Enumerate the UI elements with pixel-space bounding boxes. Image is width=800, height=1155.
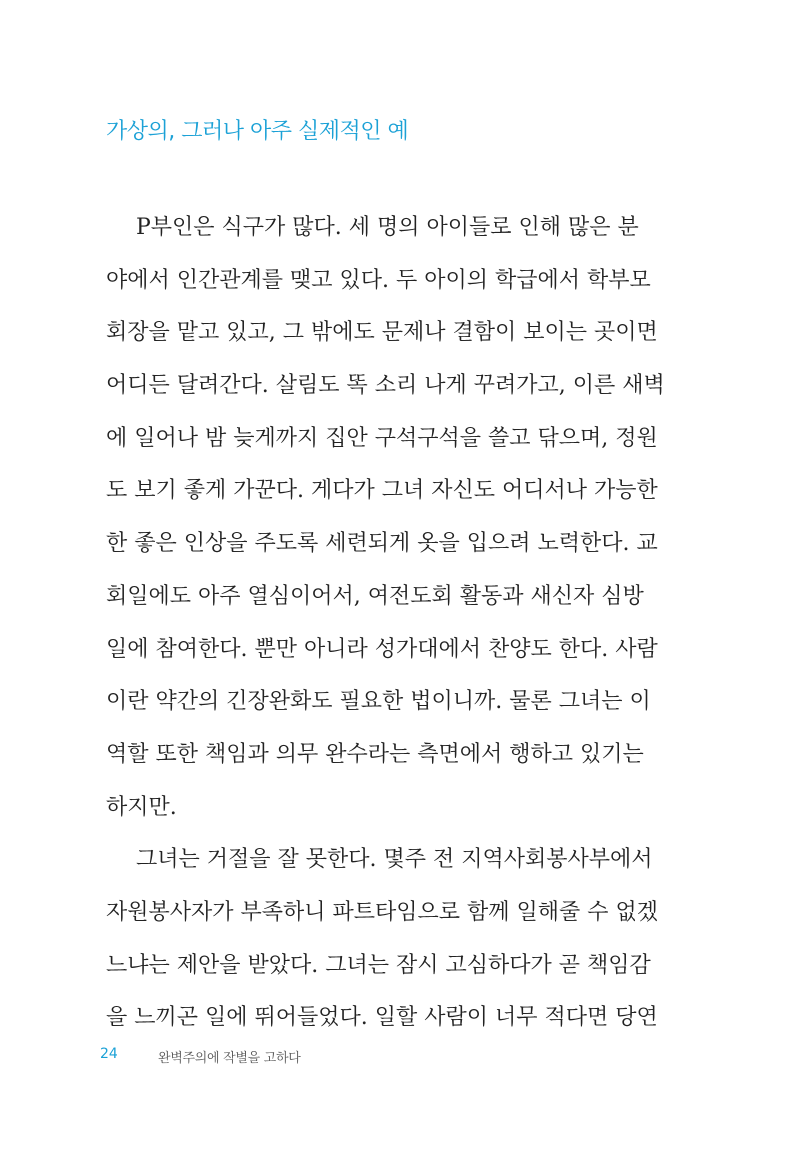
page-number: 24 — [100, 1046, 118, 1062]
text-line: 회장을 맡고 있고, 그 밖에도 문제나 결함이 보이는 곳이면 — [106, 320, 658, 346]
text-line: 역할 또한 책임과 의무 완수라는 측면에서 행하고 있기는 — [106, 741, 644, 767]
text-line: 그녀는 거절을 잘 못한다. 몇주 전 지역사회봉사부에서 — [136, 847, 653, 873]
text-line: 어디든 달려간다. 살림도 똑 소리 나게 꾸려가고, 이른 새벽 — [106, 373, 665, 399]
text-line: 야에서 인간관계를 맺고 있다. 두 아이의 학급에서 학부모 — [106, 267, 651, 293]
body-text — [106, 202, 665, 1045]
text-line: 자원봉사자가 부족하니 파트타임으로 함께 일해줄 수 없겠 — [106, 899, 659, 925]
text-line: 에 일어나 밤 늦게까지 집안 구석구석을 쓸고 닦으며, 정원 — [106, 425, 658, 451]
text-line: 일에 참여한다. 뿐만 아니라 성가대에서 찬양도 한다. 사람 — [106, 636, 658, 662]
page-footer — [0, 1046, 800, 1066]
running-title: 완벽주의에 작별을 고하다 — [158, 1051, 301, 1066]
text-line: 느냐는 제안을 받았다. 그녀는 잠시 고심하다가 곧 책임감 — [106, 952, 651, 978]
section-title: 가상의, 그러나 아주 실제적인 예 — [106, 119, 409, 144]
text-line: 한 좋은 인상을 주도록 세련되게 옷을 입으려 노력한다. 교 — [106, 531, 658, 557]
text-line: 도 보기 좋게 가꾼다. 게다가 그녀 자신도 어디서나 가능한 — [106, 478, 658, 504]
text-line: P부인은 식구가 많다. 세 명의 아이들로 인해 많은 분 — [136, 215, 639, 240]
text-line: 이란 약간의 긴장완화도 필요한 법이니까. 물론 그녀는 이 — [106, 689, 651, 715]
text-line: 을 느끼곤 일에 뛰어들었다. 일할 사람이 너무 적다면 당연 — [106, 1005, 658, 1031]
text-line: 하지만. — [106, 794, 177, 820]
text-line: 회일에도 아주 열심이어서, 여전도회 활동과 새신자 심방 — [106, 583, 644, 609]
